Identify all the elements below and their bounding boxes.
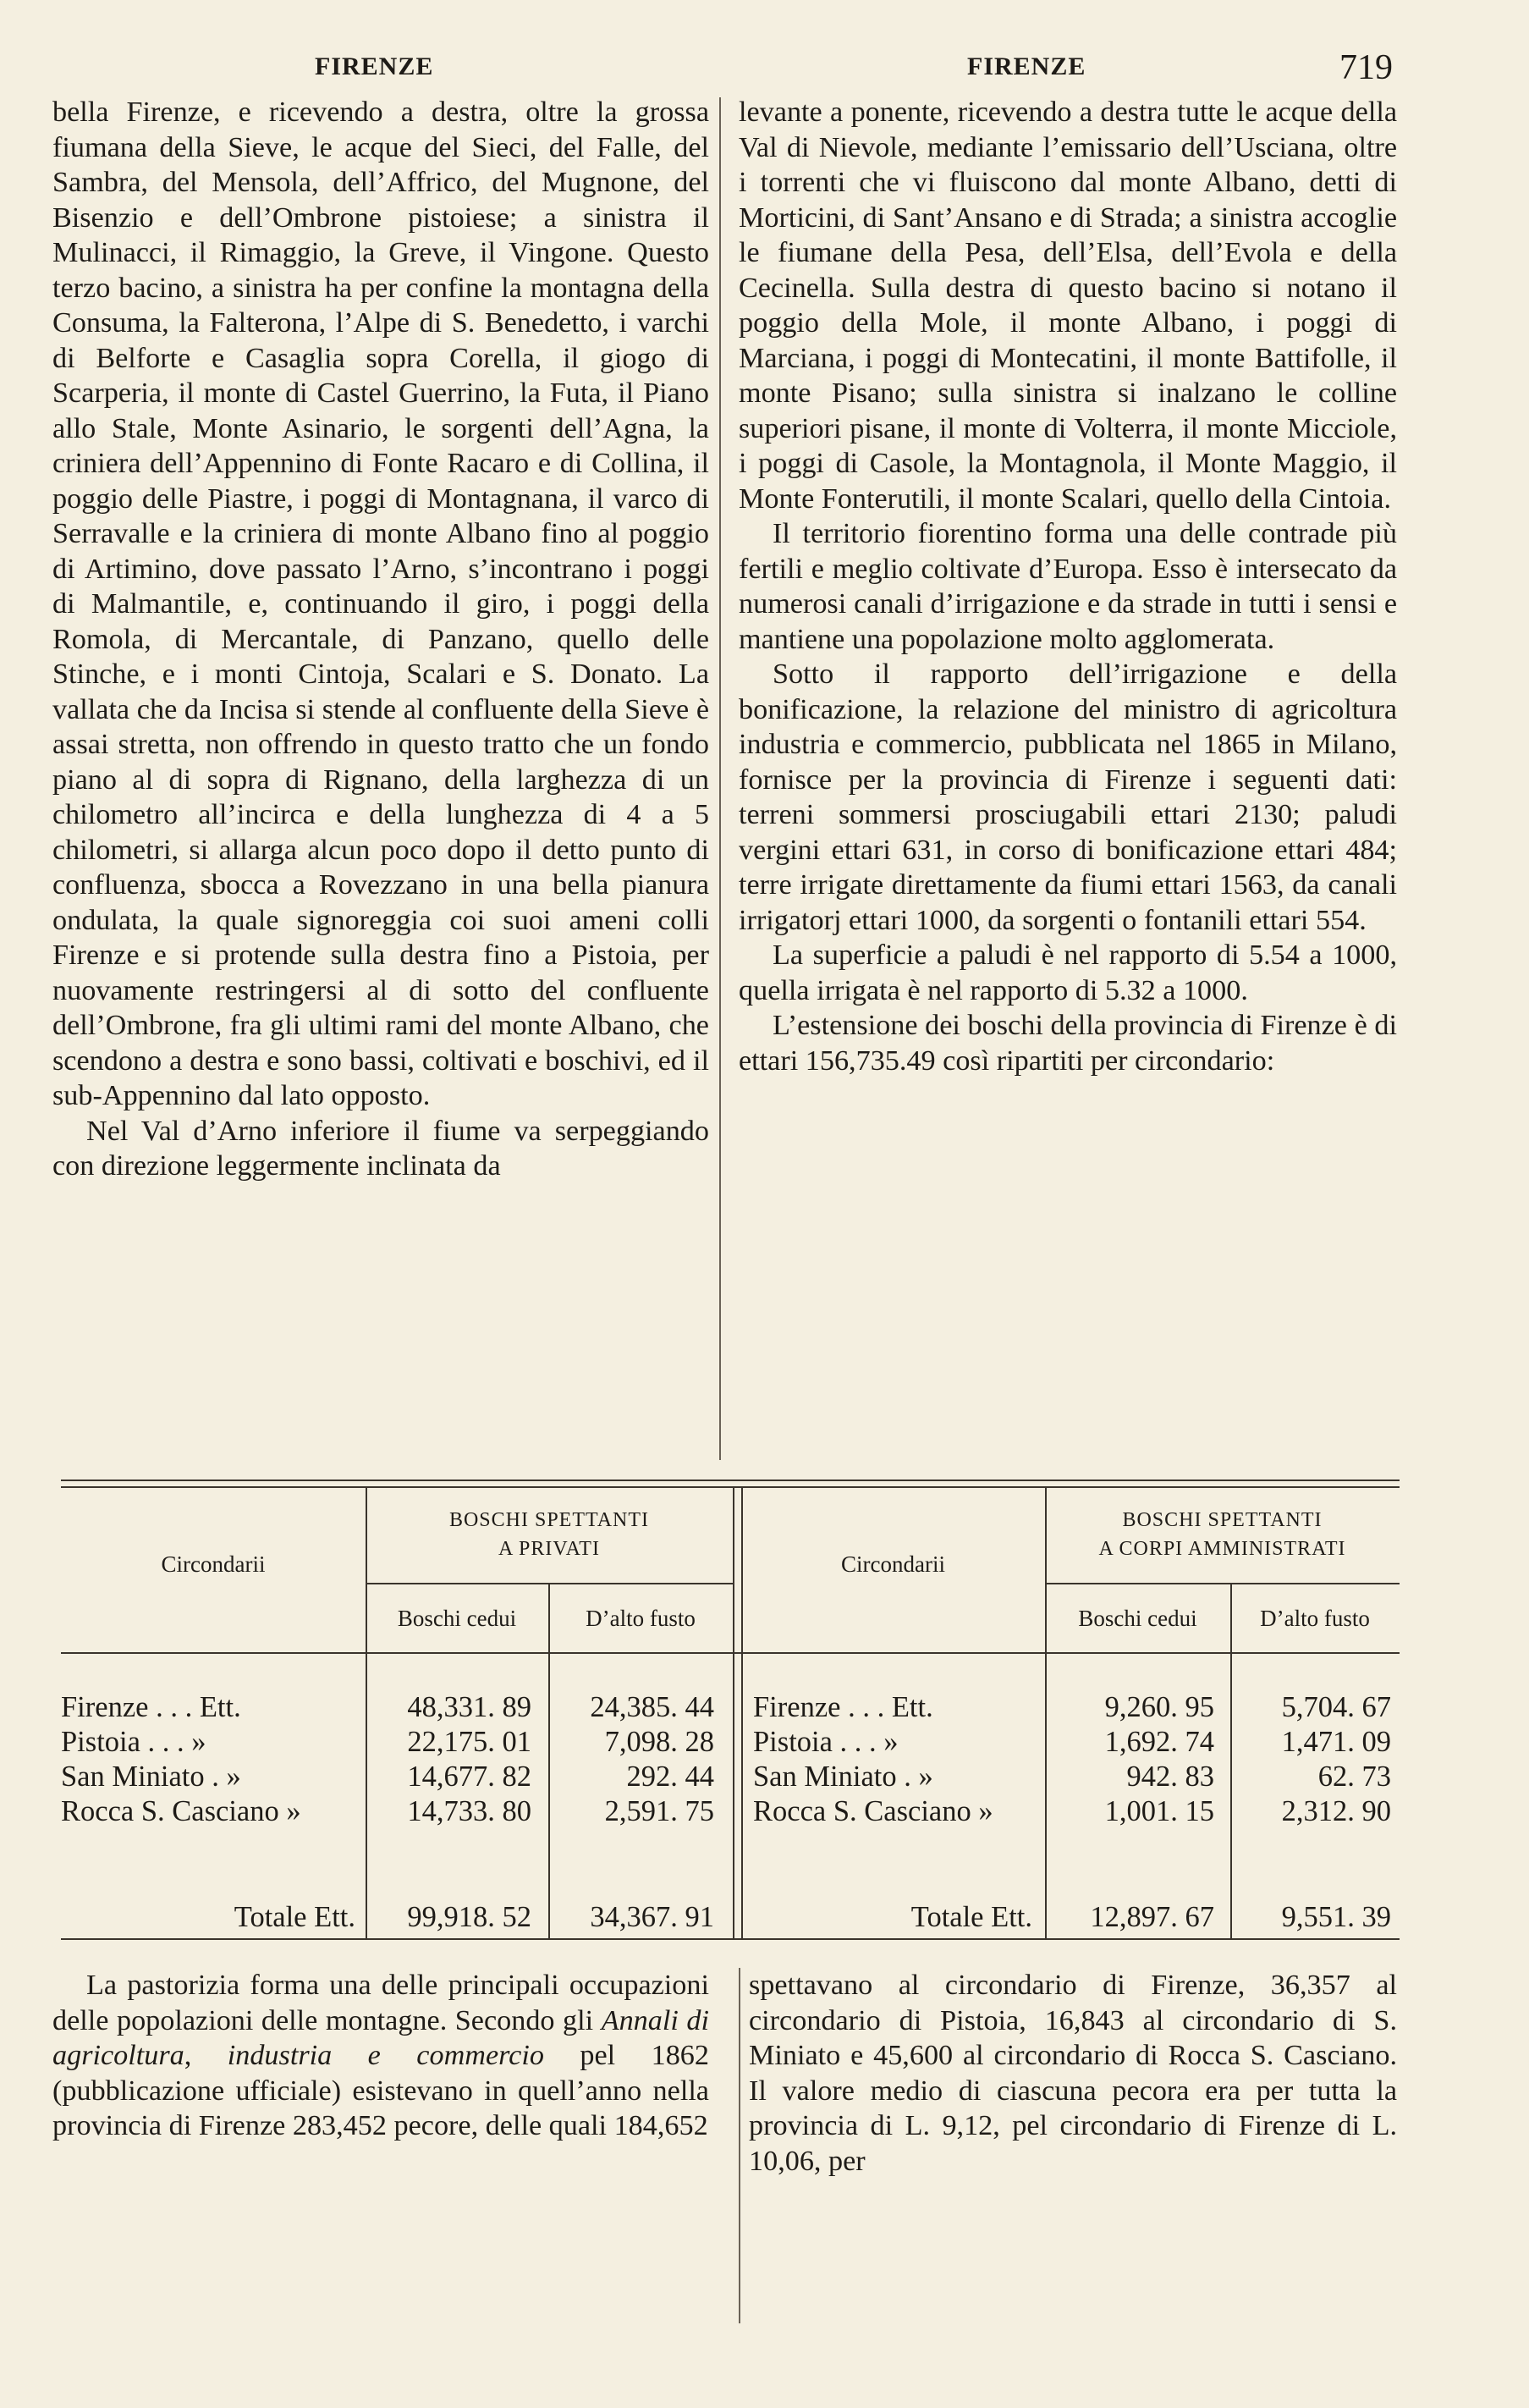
- right-group-header-2: A CORPI AMMINISTRATI: [1098, 1538, 1346, 1560]
- right-paragraph-4: La superficie a paludi è nel rapporto di 5.54 a 1000, quella irrigata è nel rapporto di 5.32 a 1000.: [739, 940, 1397, 1006]
- table-cell: 24,385. 44: [590, 1691, 714, 1723]
- table-rule-top-inner: [61, 1486, 1400, 1488]
- left-paragraph-1: bella Firenze, e ricevendo a destra, oltre la grossa fiumana della Sieve, le acque del Sieci, del Falle, del Sambra, del Mensola, dell’Affrico, del Mugnone, del Bisenzio e dell’Ombrone pistoiese; a sinistra il Mulinacci, il Rimaggio, la Greve, il Vingone. Questo terzo bacino, a sinistra ha per confine la montagna della Consuma, la Falterona, l’Alpe di S. Benedetto, i varchi di Belforte e Casaglia sopra Corella, il giogo di Scarperia, il monte di Castel Guerrino, la Futa, il Piano allo Stale, Monte Asinario, le sorgenti dell’Agna, la criniera dell’Appennino di Fonte Racaro e di Collina, il poggio delle Piastre, i poggi di Montagnana, il varco di Serravalle e la criniera di monte Albano fino al poggio di Artimino, dove passato l’Arno, s’incontrano i poggi di Malmantile, e, continuando il giro, i poggi della Romola, di Mercantale, di Panzano, quello delle Stinche, e i monti Cintoja, Scalari e S. Donato. La vallata che da Incisa si stende al confluente della Sieve è assai stretta, non offrendo in questo tratto che un fondo piano al di sopra di Rignano, della larghezza di un chilometro all’incirca e della lunghezza di 4 a 5 chilometri, si allarga alcun poco dopo il detto punto di confluenza, sbocca a Rovezzano in una bella pianura ondulata, la quale signoreggia coi suoi ameni colli Firenze e si protende sulla destra fino a Pistoia, per nuovamente restringersi al di sotto del confluente dell’Ombrone, fra gli ultimi rami del monte Albano, che scendono a destra e sono bassi, coltivati e boschivi, ed il sub-Appennino dal lato opposto.: [52, 96, 709, 1111]
- table-rule-header: [61, 1652, 1400, 1654]
- right-col-label: Circondarii: [841, 1551, 945, 1577]
- left-group-header-2: A PRIVATI: [498, 1538, 600, 1560]
- right-sub-altofusto: D’alto fusto: [1260, 1606, 1370, 1631]
- left-total-label: Totale Ett.: [234, 1901, 355, 1933]
- italic-title: industria e commercio: [227, 2040, 544, 2071]
- left-group-header-1: BOSCHI SPETTANTI: [448, 1509, 650, 1531]
- table-rule-top: [61, 1480, 1400, 1481]
- table-cell: 22,175. 01: [407, 1726, 531, 1758]
- table-vline: [733, 1486, 734, 1938]
- table-cell: 14,733. 80: [407, 1795, 531, 1827]
- right-paragraph-5: L’estensione dei boschi della provincia di Firenze è di ettari 156,735.49 così ripartiti per circondario:: [739, 1010, 1397, 1077]
- right-total-label: Totale Ett.: [910, 1901, 1032, 1933]
- table-cell: 14,677. 82: [407, 1761, 531, 1793]
- right-total-altofusto: 9,551. 39: [1281, 1901, 1391, 1933]
- bottom-right-column: [749, 1968, 1397, 2179]
- column-divider-top: [719, 97, 721, 1460]
- bottom-left-paragraph: [52, 1968, 709, 2144]
- running-head-right: FIRENZE: [967, 52, 1086, 80]
- right-column: [739, 95, 1397, 1078]
- right-group-header-1: BOSCHI SPETTANTI: [1122, 1509, 1323, 1531]
- table-cell: 7,098. 28: [604, 1726, 714, 1758]
- table-row-label: Firenze . . . Ett.: [753, 1691, 933, 1723]
- table-rule-bottom: [61, 1938, 1400, 1940]
- bottom-right-paragraph: spettavano al circondario di Firenze, 36,357 al circondario di Pistoia, 16,843 al circondario di S. Miniato e 45,600 al circondario di Rocca S. Casciano. Il valore medio di ciascuna pecora era per tutta la provincia di L. 9,12, pel circondario di Firenze di L. 10,06, per: [749, 1970, 1397, 2177]
- page-number: 719: [1339, 48, 1393, 87]
- bottom-left-column: [52, 1968, 709, 2144]
- table-cell: 1,692. 74: [1104, 1726, 1214, 1758]
- left-total-cedui: 99,918. 52: [407, 1901, 531, 1933]
- text-run: pel 1862 (pubblicazione ufficiale) esistevano in quell’anno nella provincia di Firenze 283,452 pecore, delle quali 184,652: [52, 2040, 709, 2141]
- right-paragraph-1: levante a ponente, ricevendo a destra tutte le acque della Val di Nievole, mediante l’emissario dell’Usciana, oltre i torrenti che vi fluiscono dal monte Albano, detti di Morticini, di Sant’Ansano e di Strada; a sinistra accoglie le fiumane della Pesa, dell’Elsa, dell’Evola e della Cecinella. Sulla destra di questo bacino si notano il poggio della Mole, il monte Albano, i poggi di Marciana, i poggi di Montecatini, il monte Battifolle, il monte Pisano; sulla sinistra si inalzano le colline superiori pisane, il monte di Volterra, il monte Micciole, i poggi di Casole, la Montagnola, il Monte Maggio, il Monte Fonterutili, il monte Scalari, quello della Cintoia.: [739, 96, 1397, 515]
- left-col-label: Circondarii: [161, 1551, 266, 1577]
- table-cell: 292. 44: [626, 1761, 714, 1793]
- table-cell: 5,704. 67: [1281, 1691, 1391, 1723]
- table-row-label: Pistoia . . . »: [61, 1726, 206, 1758]
- table-cell: 62. 73: [1317, 1761, 1391, 1793]
- left-column: [52, 95, 709, 1184]
- table-cell: 48,331. 89: [407, 1691, 531, 1723]
- left-sub-altofusto: D’alto fusto: [586, 1606, 696, 1631]
- text-run: La pastorizia forma una delle principali occupazioni delle popolazioni delle montagne. Secondo gli: [52, 1970, 709, 2036]
- text-run: ,: [184, 2040, 228, 2071]
- right-sub-cedui: Boschi cedui: [1078, 1606, 1197, 1631]
- right-paragraph-3: Sotto il rapporto dell’irrigazione e della bonificazione, la relazione del ministro di agricoltura industria e commercio, pubblicata nel 1865 in Milano, fornisce per la provincia di Firenze i seguenti dati: terreni sommersi prosciugabili ettari 2130; paludi vergini ettari 631, in corso di bonificazione ettari 484; terre irrigate direttamente da fiumi ettari 1563, da canali irrigatorj ettari 1000, da sorgenti o fontanili ettari 554.: [739, 658, 1397, 936]
- table-cell: 1,471. 09: [1281, 1726, 1391, 1758]
- table-cell: 9,260. 95: [1104, 1691, 1214, 1723]
- table-row-label: Pistoia . . . »: [753, 1726, 899, 1758]
- running-head-left: FIRENZE: [315, 52, 434, 80]
- right-total-cedui: 12,897. 67: [1090, 1901, 1214, 1933]
- table-cell: 942. 83: [1126, 1761, 1214, 1793]
- table-row-label: Rocca S. Casciano »: [61, 1795, 301, 1827]
- left-paragraph-2: Nel Val d’Arno inferiore il fiume va serpeggiando con direzione leggermente inclinata da: [52, 1115, 709, 1182]
- table-cell: 2,591. 75: [604, 1795, 714, 1827]
- left-total-altofusto: 34,367. 91: [590, 1901, 714, 1933]
- table-subheader-rule: [366, 1583, 733, 1584]
- table-cell: 2,312. 90: [1281, 1795, 1391, 1827]
- table-row-label: Rocca S. Casciano »: [753, 1795, 993, 1827]
- table-cell: 1,001. 15: [1104, 1795, 1214, 1827]
- table-subheader-rule: [1045, 1583, 1400, 1584]
- right-paragraph-2: Il territorio fiorentino forma una delle contrade più fertili e meglio coltivate d’Europa. Esso è intersecato da numerosi canali d’irrigazione e da strade in tutti i sensi e mantiene una popolazione molto agglomerata.: [739, 518, 1397, 655]
- table-row-label: Firenze . . . Ett.: [61, 1691, 241, 1723]
- table-row-label: San Miniato . »: [753, 1761, 933, 1793]
- left-sub-cedui: Boschi cedui: [397, 1606, 517, 1631]
- column-divider-bottom: [739, 1968, 740, 2323]
- table-row-label: San Miniato . »: [61, 1761, 241, 1793]
- italic-title: Annali di agricoltura: [52, 2004, 709, 2071]
